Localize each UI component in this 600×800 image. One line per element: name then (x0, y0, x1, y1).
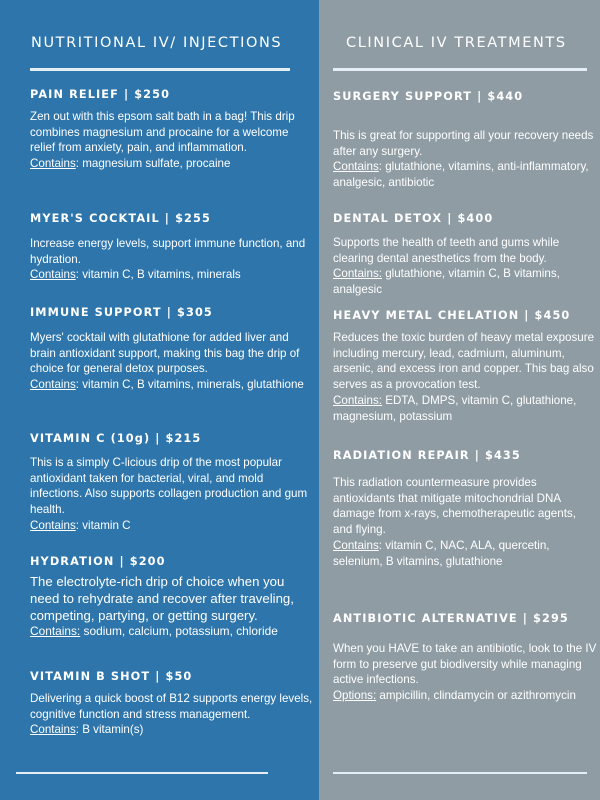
contents-text: : vitamin C, B vitamins, minerals, glutathione (75, 378, 304, 392)
service-contents (30, 624, 315, 640)
contents-text: : magnesium sulfate, procaine (75, 157, 231, 171)
contents-label: Contains (30, 378, 76, 392)
service-heading: RADIATION REPAIR | $435 (333, 449, 521, 462)
service-description: Delivering a quick boost of B12 supports energy levels, cognitive function and stress management. (30, 692, 313, 721)
service-heading: IMMUNE SUPPORT | $305 (30, 306, 213, 319)
contents-text: : vitamin C, B vitamins, minerals (75, 268, 241, 282)
divider (16, 772, 268, 774)
divider (30, 68, 290, 71)
service-description: This is a simply C-licious drip of the most popular antioxidant taken for bacterial, viral, and mold infections. Also supports collagen production and gum health. (30, 456, 308, 517)
contents-text: : glutathione, vitamins, anti-inflammatory, analgesic, antibiotic (333, 160, 589, 190)
service-heading: MYER'S COCKTAIL | $255 (30, 212, 211, 225)
service-contents (333, 393, 597, 424)
contents-label: Contains (30, 268, 76, 282)
service-item (333, 612, 597, 704)
clinical-column (319, 0, 600, 800)
service-item (333, 449, 597, 569)
contents-text: : B vitamin(s) (75, 723, 144, 737)
service-description: This is great for supporting all your recovery needs after any surgery. (333, 129, 594, 158)
service-heading: SURGERY SUPPORT | $440 (333, 90, 524, 103)
service-item (30, 212, 315, 283)
service-item (30, 432, 315, 534)
service-contents (30, 156, 315, 172)
service-contents (30, 267, 315, 283)
divider (333, 68, 587, 71)
service-contents (30, 377, 315, 393)
service-heading: ANTIBIOTIC ALTERNATIVE | $295 (333, 612, 569, 625)
contents-label: Contains (333, 160, 379, 174)
contents-text: : vitamin C (75, 518, 131, 532)
contents-text: : vitamin C, NAC, ALA, quercetin, selenium, B vitamins, glutathione (333, 538, 550, 568)
column-title: CLINICAL IV TREATMENTS (346, 35, 567, 51)
service-heading: PAIN RELIEF | $250 (30, 88, 171, 101)
service-description: Zen out with this epsom salt bath in a bag! This drip combines magnesium and procaine for a welcome relief from anxiety, pain, and inflammation. (30, 110, 295, 155)
service-description: When you HAVE to take an antibiotic, look to the IV form to preserve gut biodiversity while managing active infections. (333, 642, 597, 687)
column-title: NUTRITIONAL IV/ INJECTIONS (31, 35, 283, 51)
service-heading: HYDRATION | $200 (30, 555, 166, 568)
service-contents (30, 518, 315, 534)
divider (333, 772, 587, 774)
contents-label: Contains (30, 518, 76, 532)
service-item (30, 555, 315, 640)
service-item (30, 670, 315, 738)
contents-text: sodium, calcium, potassium, chloride (80, 624, 278, 638)
service-description: This radiation countermeasure provides antioxidants that mitigate mitochondrial DNA damage from x-rays, chemotherapeutic agents, and flying. (333, 476, 576, 537)
contents-label: Contains: (333, 393, 382, 407)
service-description: Myers' cocktail with glutathione for added liver and brain antioxidant support, making this bag the drip of choice for general detox purposes. (30, 331, 300, 376)
service-contents (333, 266, 597, 297)
contents-label: Contains: (333, 267, 382, 281)
contents-label: Options: (333, 689, 377, 703)
contents-label: Contains (30, 723, 76, 737)
service-contents (333, 159, 597, 190)
service-contents (333, 688, 597, 704)
service-item (30, 306, 315, 393)
service-item (333, 212, 597, 298)
service-heading: VITAMIN C (10g) | $215 (30, 432, 202, 445)
service-description: The electrolyte-rich drip of choice when you need to rehydrate and recover after traveling, competing, partying, or getting surgery. (30, 574, 294, 623)
service-description: Increase energy levels, support immune function, and hydration. (30, 237, 306, 266)
service-heading: DENTAL DETOX | $400 (333, 212, 494, 225)
service-item (30, 88, 315, 172)
contents-text: ampicillin, clindamycin or azithromycin (376, 689, 576, 703)
service-contents (30, 722, 315, 738)
contents-text: glutathione, vitamin C, B vitamins, analgesic (333, 267, 560, 297)
service-contents (333, 538, 597, 569)
service-item (333, 309, 597, 424)
contents-label: Contains: (30, 624, 81, 638)
contents-text: EDTA, DMPS, vitamin C, glutathione, magnesium, potassium (333, 393, 577, 423)
contents-label: Contains (30, 157, 76, 171)
service-item (333, 90, 597, 191)
service-heading: HEAVY METAL CHELATION | $450 (333, 309, 571, 322)
service-description: Reduces the toxic burden of heavy metal exposure including mercury, lead, cadmium, aluminum, arsenic, and excess iron and copper. This bag also serves as a provocation test. (333, 331, 595, 392)
service-heading: VITAMIN B SHOT | $50 (30, 670, 193, 683)
service-description: Supports the health of teeth and gums while clearing dental anesthetics from the body. (333, 236, 560, 265)
contents-label: Contains (333, 538, 379, 552)
